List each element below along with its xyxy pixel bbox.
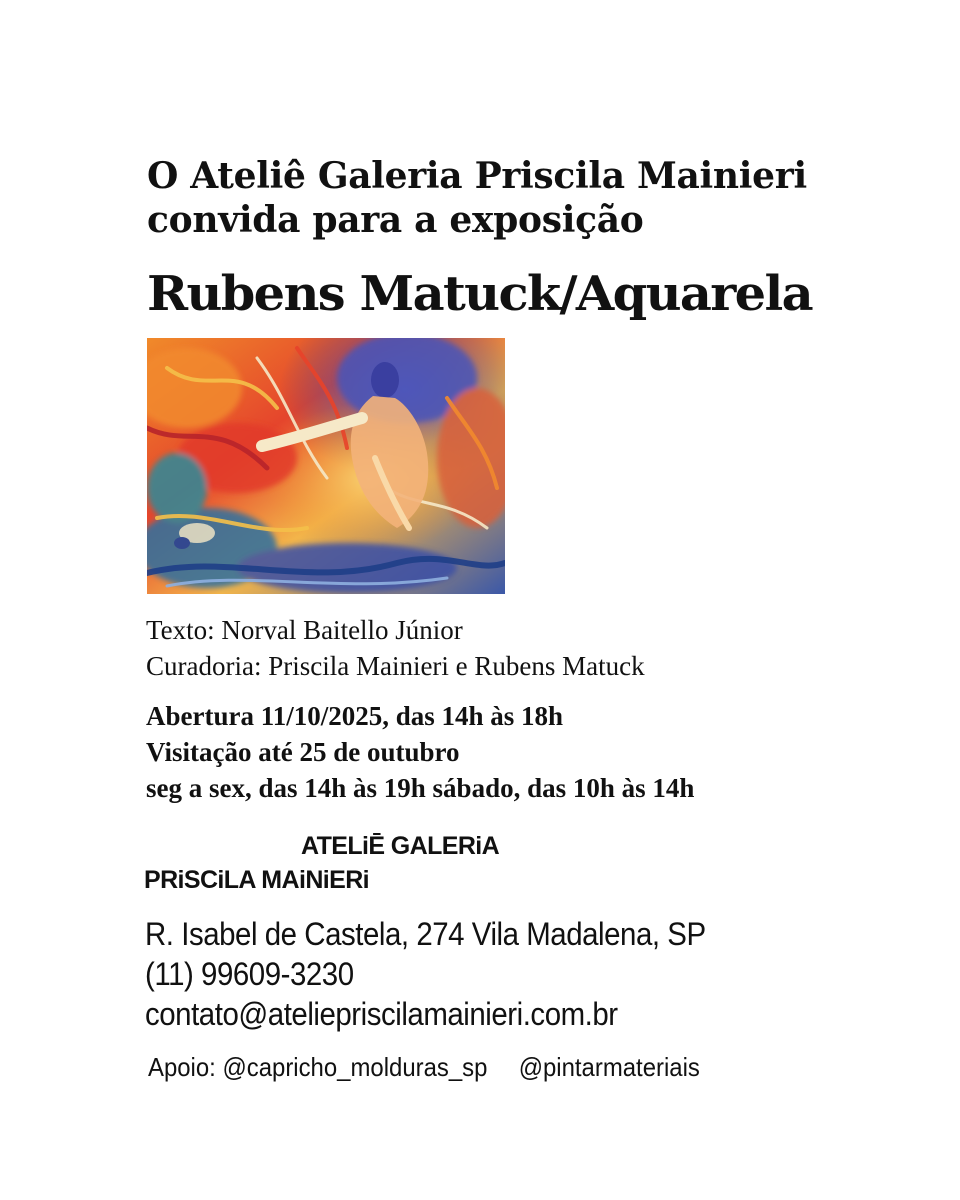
opening-date: Abertura 11/10/2025, das 14h às 18h (146, 701, 564, 731)
gallery-logo (143, 828, 523, 898)
email: contato@ateliepriscilamainieri.com.br (145, 996, 618, 1032)
opening-hours: seg a sex, das 14h às 19h sábado, das 10h às 14h (146, 773, 695, 803)
address: R. Isabel de Castela, 274 Vila Madalena, SP (145, 916, 706, 952)
visiting-period: Visitação até 25 de outubro (146, 737, 460, 767)
support (148, 1050, 700, 1084)
logo-line-1: ATELiĒ GALERiA (301, 832, 500, 860)
exhibition-title: Rubens Matuck/Aquarela (147, 266, 812, 322)
support-handle-1: Apoio: @capricho_molduras_sp (148, 1052, 488, 1082)
invitation-line-1: O Ateliê Galeria Priscila Mainieri (147, 155, 807, 197)
phone: (11) 99609-3230 (145, 956, 354, 992)
support-handle-2: @pintarmateriais (518, 1052, 700, 1082)
contact-info (145, 914, 754, 1034)
schedule (146, 698, 694, 806)
invitation-text (147, 154, 927, 242)
curation: Curadoria: Priscila Mainieri e Rubens Matuck (146, 651, 645, 681)
watercolor-artwork (147, 338, 505, 594)
logo-line-2: PRiSCiLA MAiNiERi (144, 866, 369, 894)
invitation-line-2: convida para a exposição (147, 199, 644, 241)
text-author: Texto: Norval Baitello Júnior (146, 615, 463, 645)
credits (146, 612, 645, 684)
